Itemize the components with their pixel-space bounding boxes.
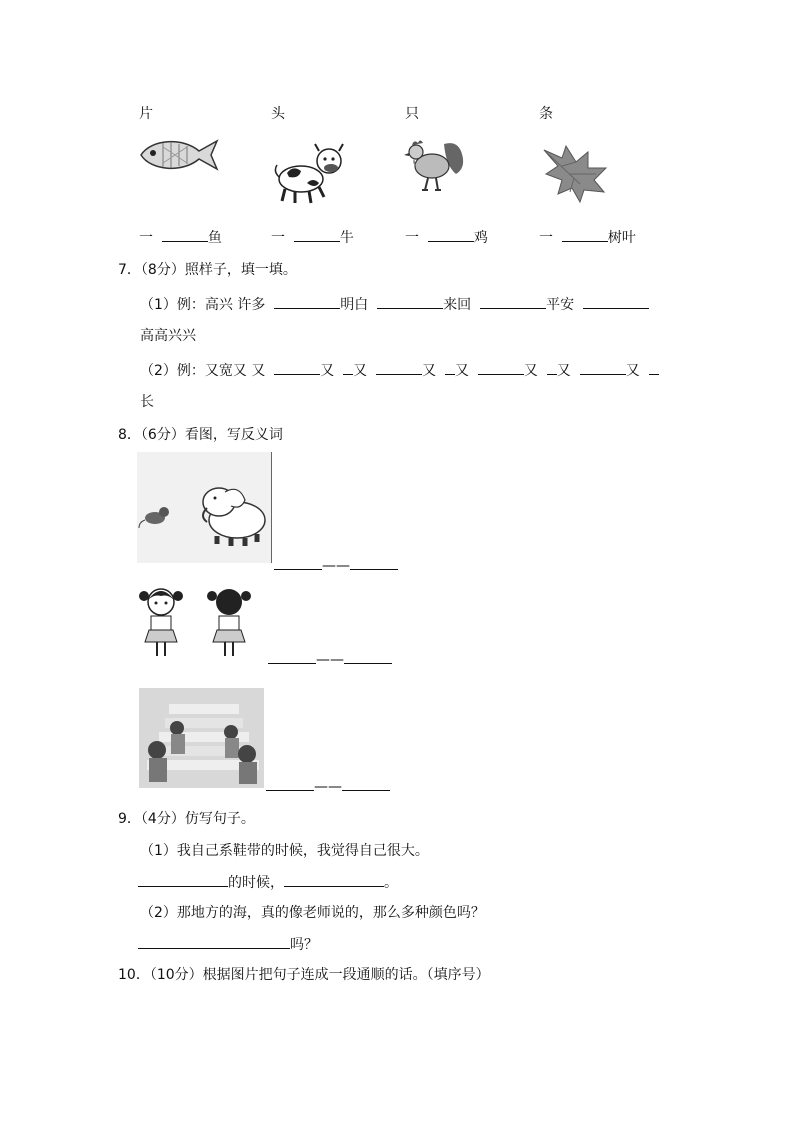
divider-line (271, 452, 272, 563)
q8-blank[interactable] (344, 650, 392, 664)
measure-word-tiao: 条 (539, 106, 553, 122)
q9-mid: 的时候， (228, 875, 284, 891)
fill-row-chicken (405, 228, 488, 247)
rooster-image (404, 136, 466, 194)
q8-blank[interactable] (342, 777, 390, 791)
q7-you: 又 (320, 363, 335, 379)
fill-row-prefix: 一 (139, 230, 153, 246)
fill-row-prefix: 一 (405, 230, 419, 246)
cow-image (273, 141, 349, 205)
q7-blank[interactable] (343, 361, 353, 375)
q7-part2 (140, 361, 659, 380)
q8-dash: —— (316, 652, 344, 668)
q7-part1 (140, 295, 649, 314)
q8-blank[interactable] (350, 556, 398, 570)
q8-dash: —— (322, 558, 350, 574)
q7-word: 平安 (546, 297, 575, 313)
q7-example: 高高兴兴 (140, 328, 196, 344)
cow-blank[interactable] (294, 228, 340, 242)
fill-row-suffix: 树叶 (607, 230, 636, 246)
q9-sentence-1: （1）我自己系鞋带的时候，我觉得自己很大。 (140, 843, 429, 859)
q9-end: 吗？ (290, 937, 318, 953)
measure-word-tou: 头 (271, 106, 285, 122)
leaf-image (540, 144, 608, 204)
q7-word: 明白 (340, 297, 369, 313)
q7-word: 来回 (443, 297, 472, 313)
q7-blank[interactable] (478, 361, 524, 375)
fill-row-leaf (539, 228, 636, 247)
q9-heading: 9．（4分）仿写句子。 (118, 811, 255, 827)
measure-word-pian: 片 (139, 106, 153, 122)
q7-blank[interactable] (274, 295, 340, 309)
q7-you: 又 (422, 363, 437, 379)
q8-answer-3 (266, 777, 390, 796)
q9-answer-1 (138, 873, 398, 892)
q7-blank[interactable] (274, 361, 320, 375)
q9-answer-2 (138, 935, 318, 954)
q8-blank[interactable] (266, 777, 314, 791)
q7-heading: 7．（8分）照样子，填一填。 (118, 262, 297, 278)
fill-row-prefix: 一 (539, 230, 553, 246)
q9-end: 。 (384, 875, 398, 891)
q7-part1-label: （1）例：高兴 许多 (140, 297, 266, 313)
q7-part2-label: （2）例：又宽又 又 (140, 363, 266, 379)
q8-blank[interactable] (274, 556, 322, 570)
girls-front-back-image (137, 584, 265, 664)
fish-image (137, 133, 221, 177)
fill-row-suffix: 鸡 (473, 230, 488, 246)
fish-blank[interactable] (162, 228, 208, 242)
q7-tail: 长 (140, 394, 154, 410)
stairs-image (139, 688, 264, 788)
q9-blank[interactable] (138, 935, 290, 949)
q9-blank[interactable] (138, 873, 228, 887)
q8-answer-2 (268, 650, 392, 669)
q7-you: 又 (523, 363, 538, 379)
chicken-blank[interactable] (428, 228, 474, 242)
fill-row-fish (139, 228, 222, 247)
q7-you: 又 (454, 363, 469, 379)
q7-you: 又 (556, 363, 571, 379)
q8-answer-1 (274, 556, 398, 575)
q7-you: 又 (625, 363, 640, 379)
q9-blank[interactable] (284, 873, 384, 887)
q7-blank[interactable] (445, 361, 455, 375)
fill-row-suffix: 牛 (339, 230, 354, 246)
fill-row-prefix: 一 (271, 230, 285, 246)
mouse-elephant-image (137, 452, 271, 563)
q7-blank[interactable] (583, 295, 649, 309)
q10-heading: 10．（10分）根据图片把句子连成一段通顺的话。（填序号） (118, 967, 490, 983)
q8-blank[interactable] (268, 650, 316, 664)
measure-word-zhi: 只 (405, 106, 419, 122)
q7-you: 又 (353, 363, 368, 379)
q7-blank[interactable] (377, 295, 443, 309)
q7-blank[interactable] (547, 361, 557, 375)
q7-blank[interactable] (376, 361, 422, 375)
q7-blank[interactable] (580, 361, 626, 375)
fill-row-suffix: 鱼 (207, 230, 222, 246)
q9-sentence-2: （2）那地方的海，真的像老师说的，那么多种颜色吗？ (140, 905, 485, 921)
q8-heading: 8．（6分）看图，写反义词 (118, 427, 283, 443)
fill-row-cow (271, 228, 354, 247)
q7-blank[interactable] (480, 295, 546, 309)
q8-dash: —— (314, 779, 342, 795)
q7-blank[interactable] (649, 361, 659, 375)
leaf-blank[interactable] (562, 228, 608, 242)
